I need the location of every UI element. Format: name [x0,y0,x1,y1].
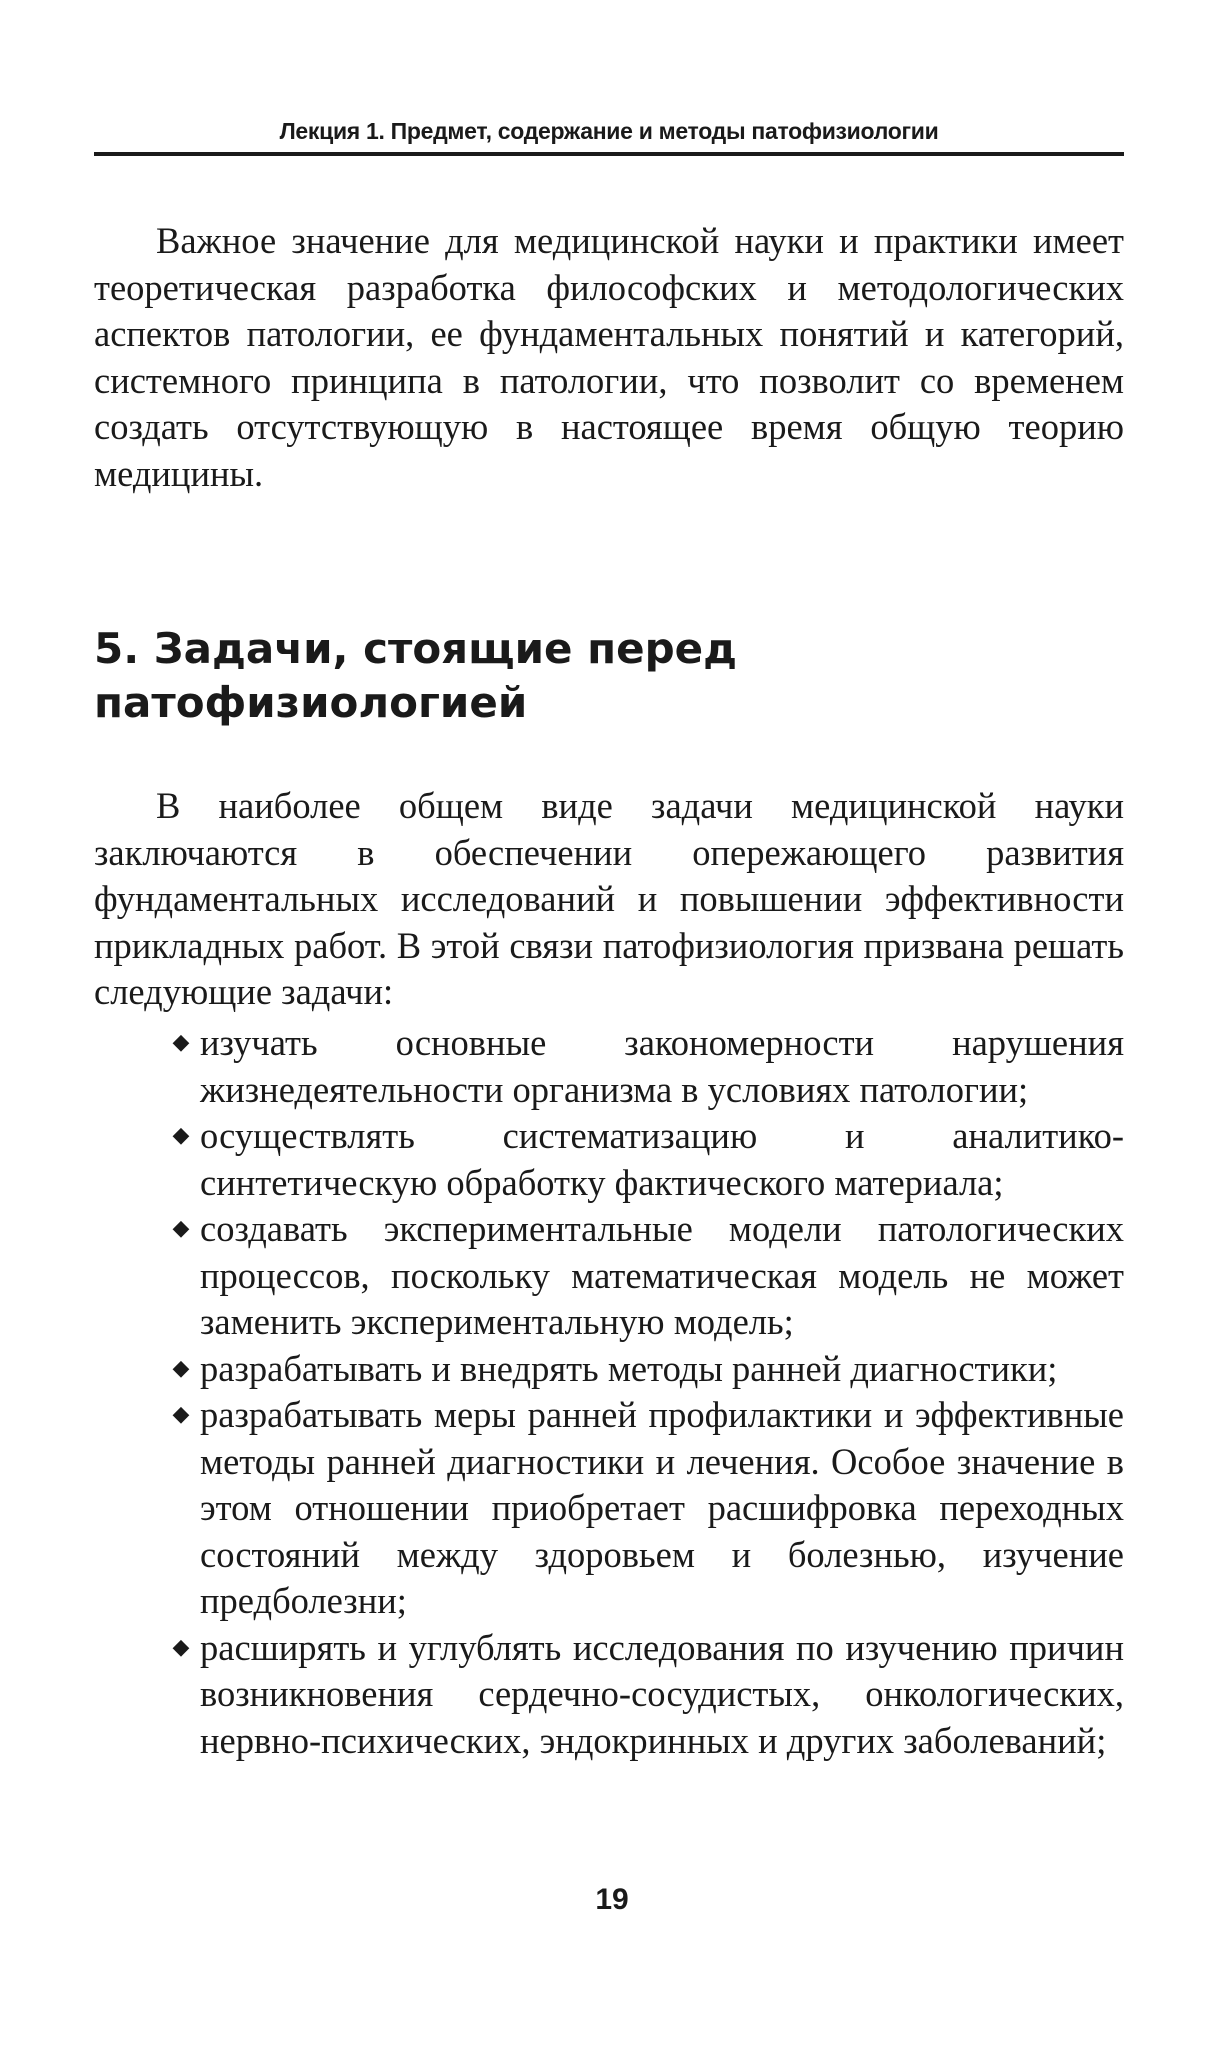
task-item [94,1113,1124,1206]
task-text: расширять и углублять исследования по изучению причин возникновения сердечно-сосудистых, онкологических, нервно-психических, эндокринных и других заболеваний; [200,1626,1124,1761]
page-number: 19 [595,1883,629,1916]
task-text: разрабатывать и внедрять методы ранней диагностики; [200,1347,1058,1389]
task-item [94,1346,1124,1393]
tasks-intro-paragraph: В наиболее общем виде задачи медицинской науки заключаются в обеспечении опережающего развития фундаментальных исследований и повышении эффективности прикладных работ. В этой связи патофизиология призвана решать следующие задачи: [94,785,1124,1012]
task-item [94,1625,1124,1765]
task-text: осуществлять систематизацию и аналитико-синтетическую обработку фактического материала; [200,1115,1124,1203]
task-text: изучать основные закономерности нарушения жизнедеятельности организма в условиях патологии; [200,1022,1124,1110]
task-text: создавать экспериментальные модели патологических процессов, поскольку математическая модель не может заменить экспериментальную модель; [200,1208,1124,1342]
diamond-bullet-icon: ◆ [172,1634,190,1660]
task-item [94,1020,1124,1113]
section-heading: 5. Задачи, стоящие перед патофизиологией [94,624,738,727]
task-text: разрабатывать меры ранней профилактики и эффективные методы ранней диагностики и лечения. Особое значение в этом отношении приобретает расшифровка переходных состояний между здоровьем и болезнью, изучение предболезни; [200,1394,1124,1621]
diamond-bullet-icon: ◆ [172,1216,190,1241]
task-item [94,1392,1124,1625]
running-head: Лекция 1. Предмет, содержание и методы патофизиологии [279,118,939,144]
task-item [94,1206,1124,1346]
intro-paragraph: Важное значение для медицинской науки и практики имеет теоретическая разработка философских и методологических аспектов патологии, ее фундаментальных понятий и категорий, системного принципа в патологии, что позволит со временем создать отсутствующую в настоящее время общую теорию медицины. [94,220,1124,494]
diamond-bullet-icon: ◆ [172,1355,190,1381]
diamond-bullet-icon: ◆ [172,1030,190,1055]
diamond-bullet-icon: ◆ [172,1123,190,1148]
header-rule [94,152,1124,156]
diamond-bullet-icon: ◆ [172,1402,190,1427]
task-list [94,1020,1124,1764]
